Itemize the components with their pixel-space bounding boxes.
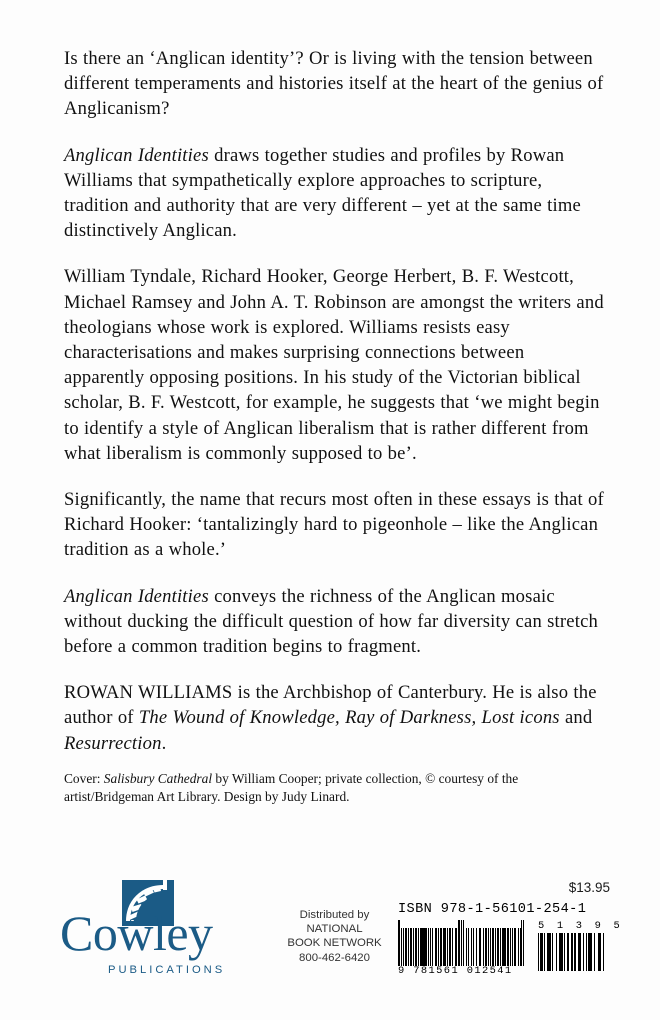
isbn-number: ISBN 978-1-56101-254-1 (398, 902, 587, 917)
publisher-wordmark: Cowley (60, 905, 213, 961)
blurb-text-block (64, 46, 604, 756)
blurb-paragraph: Anglican Identities draws together studies and profiles by Rowan Williams that sympathetically explore approaches to scripture, tradition and authority that are very different – yet at the same time distinctively Anglican. (64, 144, 581, 242)
addon-digits: 5 1 3 9 5 (538, 920, 623, 932)
barcode-bars (398, 920, 524, 966)
price-label: $13.95 (568, 880, 610, 895)
isbn-barcode-block (398, 902, 623, 977)
addon-barcode-bars (538, 933, 604, 971)
distributor-line-1: Distributed by (299, 909, 370, 921)
footer-zone (0, 860, 660, 1000)
publisher-subtitle: PUBLICATIONS (108, 964, 226, 976)
cover-credits: Cover: Salisbury Cathedral by William Cooper; private collection, © courtesy of the artist/Bridgeman Art Library. Design by Judy Linard. (64, 771, 519, 805)
distributor-line-3: BOOK NETWORK (287, 937, 382, 950)
ean13-digits: 9 781561 012541 (398, 965, 513, 977)
distributor-line-2: NATIONAL (306, 923, 363, 936)
barcode-row (398, 920, 623, 977)
author-bio-paragraph: ROWAN WILLIAMS is the Archbishop of Canterbury. He is also the author of The Wound of Knowledge, Ray of Darkness, Lost icons and Resurrection. (64, 682, 597, 754)
distributor-info (272, 908, 397, 965)
price-addon-barcode (538, 920, 623, 971)
blurb-paragraph: Is there an ‘Anglican identity’? Or is living with the tension between different temperaments and histories itself at the heart of the genius of Anglicanism? (64, 48, 604, 120)
blurb-paragraph: William Tyndale, Richard Hooker, George Herbert, B. F. Westcott, Michael Ramsey and John A. T. Robinson are amongst the writers and theologians whose work is explored. Williams resists easy characterisations and makes surprising connections between apparently opposing positions. In his study of the Victorian biblical scholar, B. F. Westcott, for example, he suggests that ‘we might begin to identify a style of Anglican liberalism that is rather different from what liberalism is commonly supposed to be’. (64, 266, 604, 464)
ean13-barcode (398, 920, 524, 977)
blurb-paragraph: Significantly, the name that recurs most often in these essays is that of Richard Hooker: ‘tantalizingly hard to pigeonhole – like the Anglican tradition as a whole.’ (64, 489, 604, 561)
distributor-phone: 800-462-6420 (299, 951, 370, 964)
publisher-logo (60, 880, 255, 990)
blurb-paragraph: Anglican Identities conveys the richness of the Anglican mosaic without ducking the difficult question of how far diversity can stretch before a common tradition begins to fragment. (64, 585, 598, 658)
